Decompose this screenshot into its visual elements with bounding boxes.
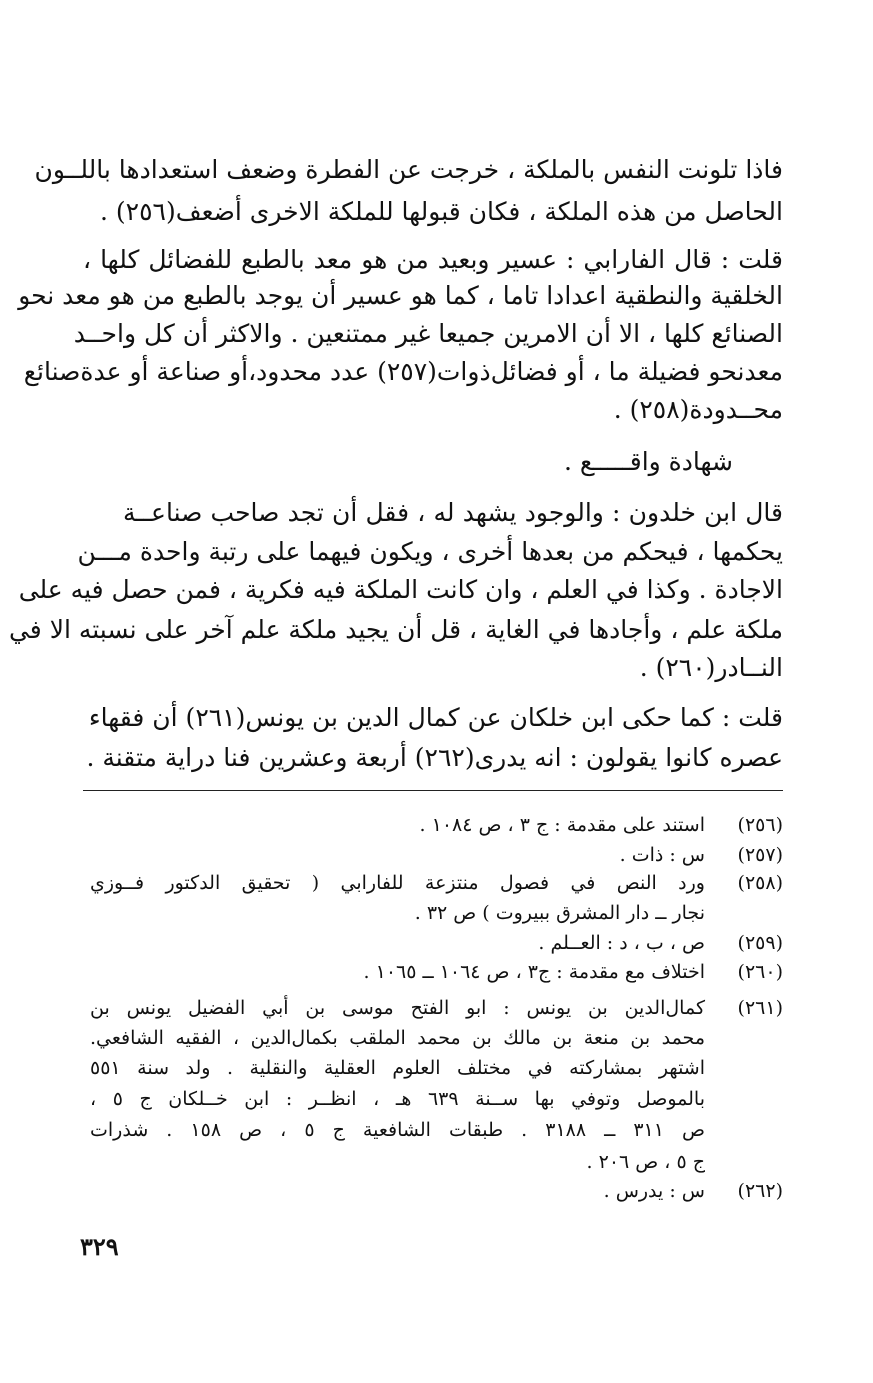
- footnote-text: استند على مقدمة : ج ٣ ، ص ١٠٨٤ .: [419, 814, 705, 836]
- text-line: الصنائع كلها ، الا أن الامرين جميعا غير ممتنعين . والاكثر أن كل واحــد: [73, 319, 783, 348]
- footnote-text: ج ٥ ، ص ٢٠٦ .: [586, 1151, 705, 1173]
- footnote-text: اختلاف مع مقدمة : ج٣ ، ص ١٠٦٤ ــ ١٠٦٥ .: [363, 961, 705, 983]
- text-line: النــادر(٢٦٠) .: [639, 653, 783, 682]
- footnote-text: ص ، ب ، د : العــلم .: [538, 932, 705, 954]
- footnote-number: (٢٥٨): [737, 872, 783, 894]
- footnote-divider: [83, 790, 783, 791]
- footnote-text: كمال‌الدين بن يونس : ابو الفتح موسى بن أبي الفضيل يونس بن: [90, 997, 705, 1019]
- text-line: معدنحو فضيلة ما ، أو فضائل‌ذوات(٢٥٧) عدد محدود،أو صناعة أو عدةصنائع: [23, 357, 783, 386]
- text-line: عصره كانوا يقولون : انه يدرى(٢٦٢) أربعة وعشرين فنا دراية متقنة .: [86, 743, 783, 772]
- footnote-number: (٢٦٠): [737, 961, 783, 983]
- section-heading: شهادة واقـــــع .: [563, 447, 733, 476]
- text-line: قلت : كما حكى ابن خلكان عن كمال الدين بن يونس(٢٦١) أن فقهاء: [88, 703, 783, 732]
- text-line: فاذا تلونت النفس بالملكة ، خرجت عن الفطرة وضعف استعدادها باللــون: [34, 155, 783, 184]
- footnote-text: س : يدرس .: [603, 1180, 705, 1202]
- footnote-text: ورد النص في فصول منتزعة للفارابي ( تحقيق الدكتور فــوزي: [90, 872, 705, 894]
- page-number: ٣٢٩: [80, 1232, 119, 1261]
- footnote-number: (٢٦١): [737, 997, 783, 1019]
- footnote-number: (٢٥٩): [737, 932, 783, 954]
- footnote-text: محمد بن منعة بن مالك بن محمد الملقب بكمال‌الدين ، الفقيه الشافعي.: [90, 1027, 705, 1049]
- footnote-text: اشتهر بمشاركته في مختلف العلوم العقلية والنقلية . ولد سنة ٥٥١: [90, 1057, 705, 1079]
- text-line: قال ابن خلدون : والوجود يشهد له ، فقل أن تجد صاحب صناعــة: [123, 498, 783, 527]
- footnote-number: (٢٥٦): [737, 814, 783, 836]
- footnote-text: س : ذات .: [619, 844, 705, 866]
- text-line: الاجادة . وكذا في العلم ، وان كانت الملكة فيه فكرية ، فمن حصل فيه على: [18, 575, 783, 604]
- text-line: الخلقية والنطقية اعدادا تاما ، كما هو عسير أن يوجد بالطبع من هو معد نحو: [18, 281, 783, 310]
- footnote-text: بالموصل وتوفي بها ســنة ٦٣٩ هـ ، انظــر : ابن خــلكان ج ٥ ،: [90, 1088, 706, 1110]
- text-line: محــدودة(٢٥٨) .: [613, 395, 783, 424]
- text-line: الحاصل من هذه الملكة ، فكان قبولها للملكة الاخرى أضعف(٢٥٦) .: [100, 197, 783, 226]
- footnote-number: (٢٥٧): [737, 844, 783, 866]
- footnote-number: (٢٦٢): [737, 1180, 783, 1202]
- text-line: يحكمها ، فيحكم من بعدها أخرى ، ويكون فيهما على رتبة واحدة مـــن: [77, 537, 783, 566]
- text-line: ملكة علم ، وأجادها في الغاية ، قل أن يجيد ملكة علم آخر على نسبته الا في: [8, 615, 783, 644]
- footnote-text: ص ٣١١ ــ ٣١٨٨ . طبقات الشافعية ج ٥ ، ص ١٥٨ . شذرات: [90, 1119, 705, 1141]
- text-line: قلت : قال الفارابي : عسير وبعيد من هو معد بالطبع للفضائل كلها ،: [83, 245, 783, 274]
- footnote-text: نجار ــ دار المشرق ببيروت ) ص ٣٢ .: [414, 902, 705, 924]
